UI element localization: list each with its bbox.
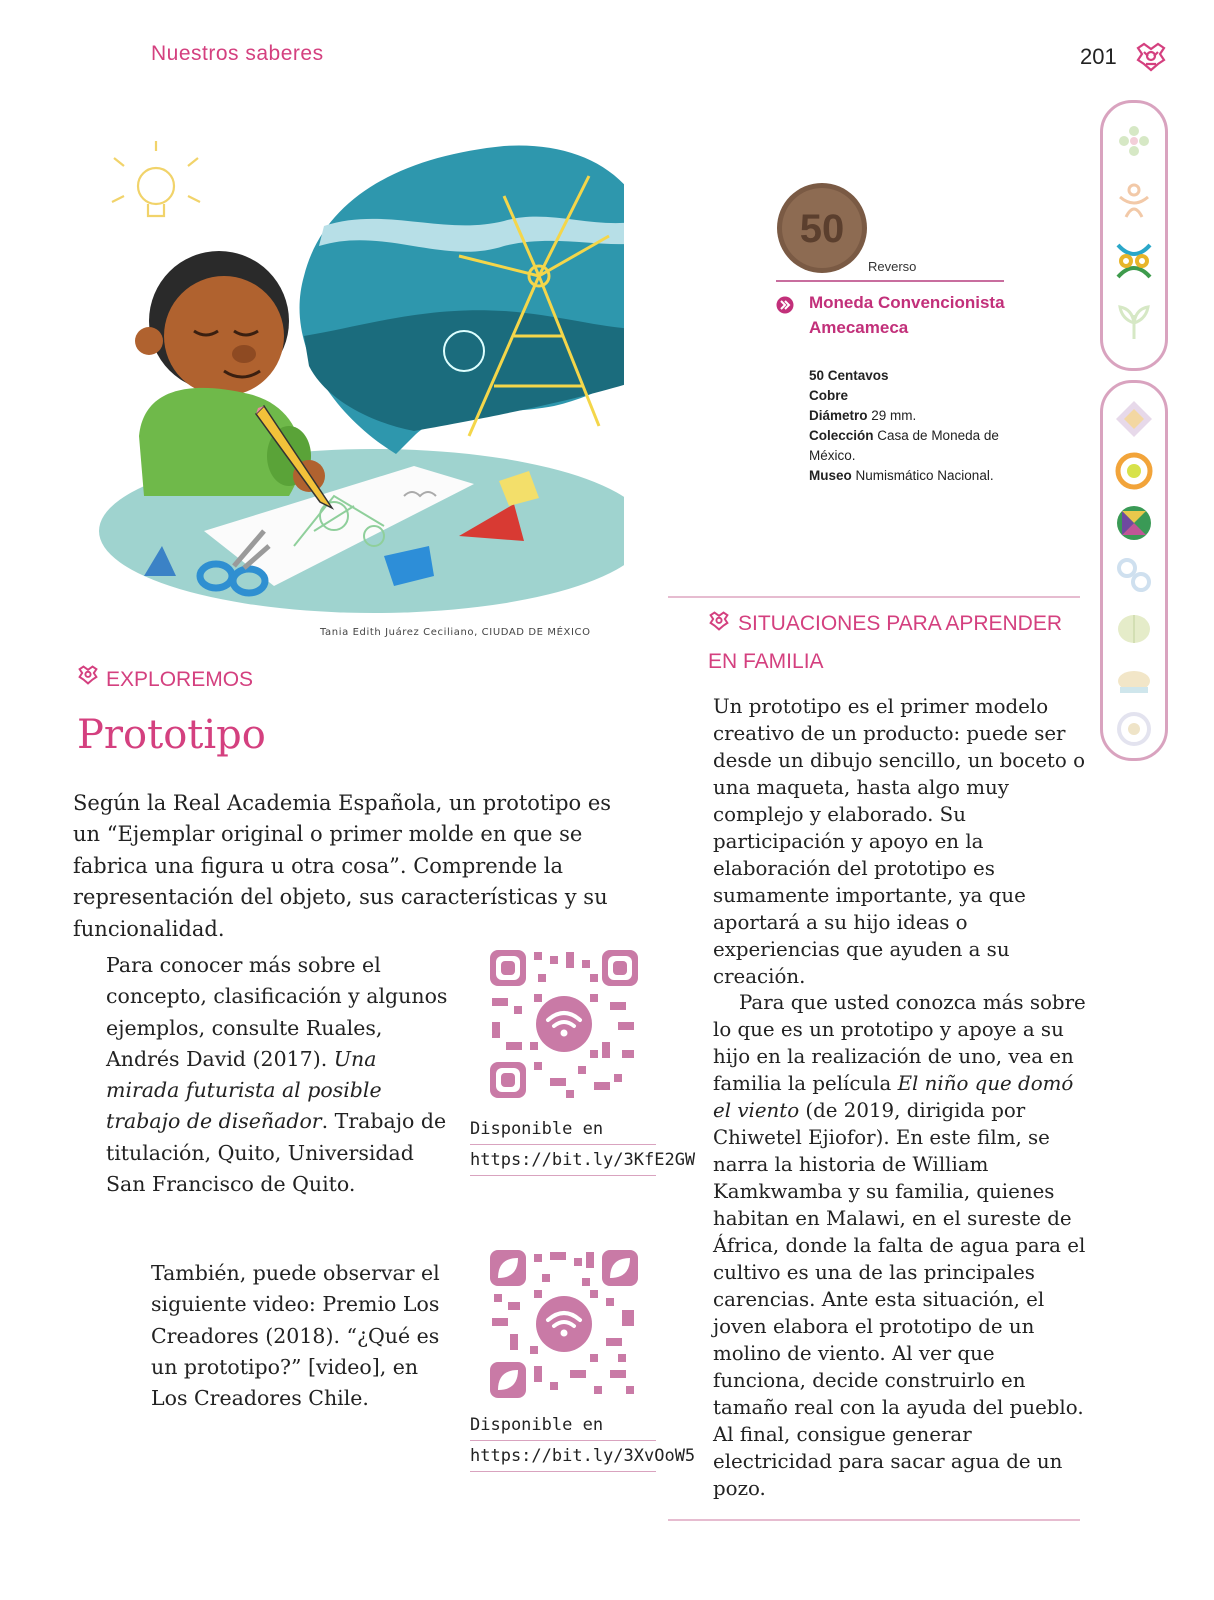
coin-caption: Reverso [868,259,917,274]
page-number: 201 [1080,44,1117,69]
coin-diameter-value: 29 mm. [871,408,917,423]
side-pill-bottom [1100,380,1168,761]
page-title: Prototipo [77,712,266,758]
film-title: El niño que domó el viento [713,1072,1074,1123]
family-paragraph-2 [713,990,1093,1502]
family-text [713,694,1093,1503]
coin-museum-value: Numismático Nacional. [855,468,994,483]
coin-museum-label: Museo [809,468,852,483]
qr-url-2[interactable]: https://bit.ly/3XvOoW5 [470,1441,656,1472]
coin-name: Moneda Convencionista Amecameca [809,293,1005,337]
reference-note-2: También, puede observar el siguiente video: Premio Los Creadores (2018). “¿Qué es un prototipo?” [video], en Los Creadores Chile. [151,1261,440,1411]
coin-details [809,366,1009,486]
family-paragraph-2-start: Para que usted conozca más sobre lo que es un prototipo y apoye a su hijo en la realización de uno, vea en familia la película [713,991,1086,1096]
qr-label-2 [470,1410,696,1472]
qr-url-1[interactable]: https://bit.ly/3KfE2GW [470,1145,656,1176]
coin-face-value: 50 [799,207,845,251]
people-icon [1114,241,1154,281]
explore-section-label: EXPLOREMOS [106,668,254,691]
coin-collection-label: Colección [809,428,874,443]
intro-paragraph: Según la Real Academia Española, un prototipo es un “Ejemplar original o primer molde en que se fabrica una figura u otra cosa”. Comprende la representación del objeto, sus características y su funcionalidad. [73,791,612,941]
reference-note-1 [106,950,456,1200]
coin-value: 50 Centavos [809,368,889,383]
diamond-icon [1114,399,1154,439]
qr-available-2: Disponible en [470,1410,656,1441]
plant-icon [1114,301,1154,341]
side-pill-top [1100,100,1168,371]
circle-icon [1114,709,1154,749]
flower-icon [1114,121,1154,161]
running-header: Nuestros saberes [151,42,324,65]
illustration-boy-drawing-windmill [84,136,624,636]
qr-available-1: Disponible en [470,1114,656,1145]
ornament-icon [77,664,99,686]
family-section-label-2: EN FAMILIA [708,650,824,673]
hourglass-icon [1114,503,1154,543]
figure-icon [1114,181,1154,221]
family-top-rule [668,596,1080,598]
qr-code-icon[interactable] [490,950,638,1098]
reference-note-1-start: Para conocer más sobre el concepto, clasificación y algunos ejemplos, consulte Ruales, Andrés David (2017). [106,953,448,1071]
arrow-right-icon [776,296,794,314]
leaf-icon [1114,607,1154,647]
spiral-icon [1114,451,1154,491]
illustration-credit: Tania Edith Juárez Ceciliano, CIUDAD DE MÉXICO [320,627,591,638]
coin-material: Cobre [809,388,849,403]
coin-image [776,182,868,274]
family-paragraph-1: Un prototipo es el primer modelo creativo de un producto: puede ser desde un dibujo sencillo, un boceto o una maqueta, hasta algo muy complejo y elaborado. Su participación y apoyo en la elaboración del prototipo es sumamente importante, ya que aportará a su hijo ideas o experiencias que ayuden a su creación. [713,695,1085,988]
coin-divider [776,280,1004,282]
loops-icon [1114,555,1154,595]
coin-collection-value: Casa de Moneda de México. [809,428,999,463]
ornament-icon [708,610,730,632]
qr-label-1 [470,1114,696,1176]
ornament-icon [1134,40,1168,74]
lightbulb-icon [112,141,200,216]
family-bottom-rule [668,1519,1080,1521]
reference-title: Una mirada futurista al posible trabajo de diseñador [106,1046,382,1134]
turtle-icon [1114,659,1154,699]
reference-note-1-end: . Trabajo de titulación, Quito, Universidad San Francisco de Quito. [106,1109,447,1197]
qr-code-icon[interactable] [490,1250,638,1398]
coin-diameter-label: Diámetro [809,408,868,423]
family-section-label-1: SITUACIONES PARA APRENDER [738,612,1063,635]
family-paragraph-2-end: (de 2019, dirigida por Chiwetel Ejiofor). En este film, se narra la historia de William Kamkwamba y su familia, quienes habitan en Malawi, en el sureste de África, donde la falta de agua para el cultivo es una de las principales carencias. Ante esta situación, el joven elabora el prototipo de un molino de viento. Al ver que funciona, decide construirlo en tamaño real con la ayuda del pueblo. Al final, consigue generar electricidad para sacar agua de un pozo. [713,1099,1086,1500]
